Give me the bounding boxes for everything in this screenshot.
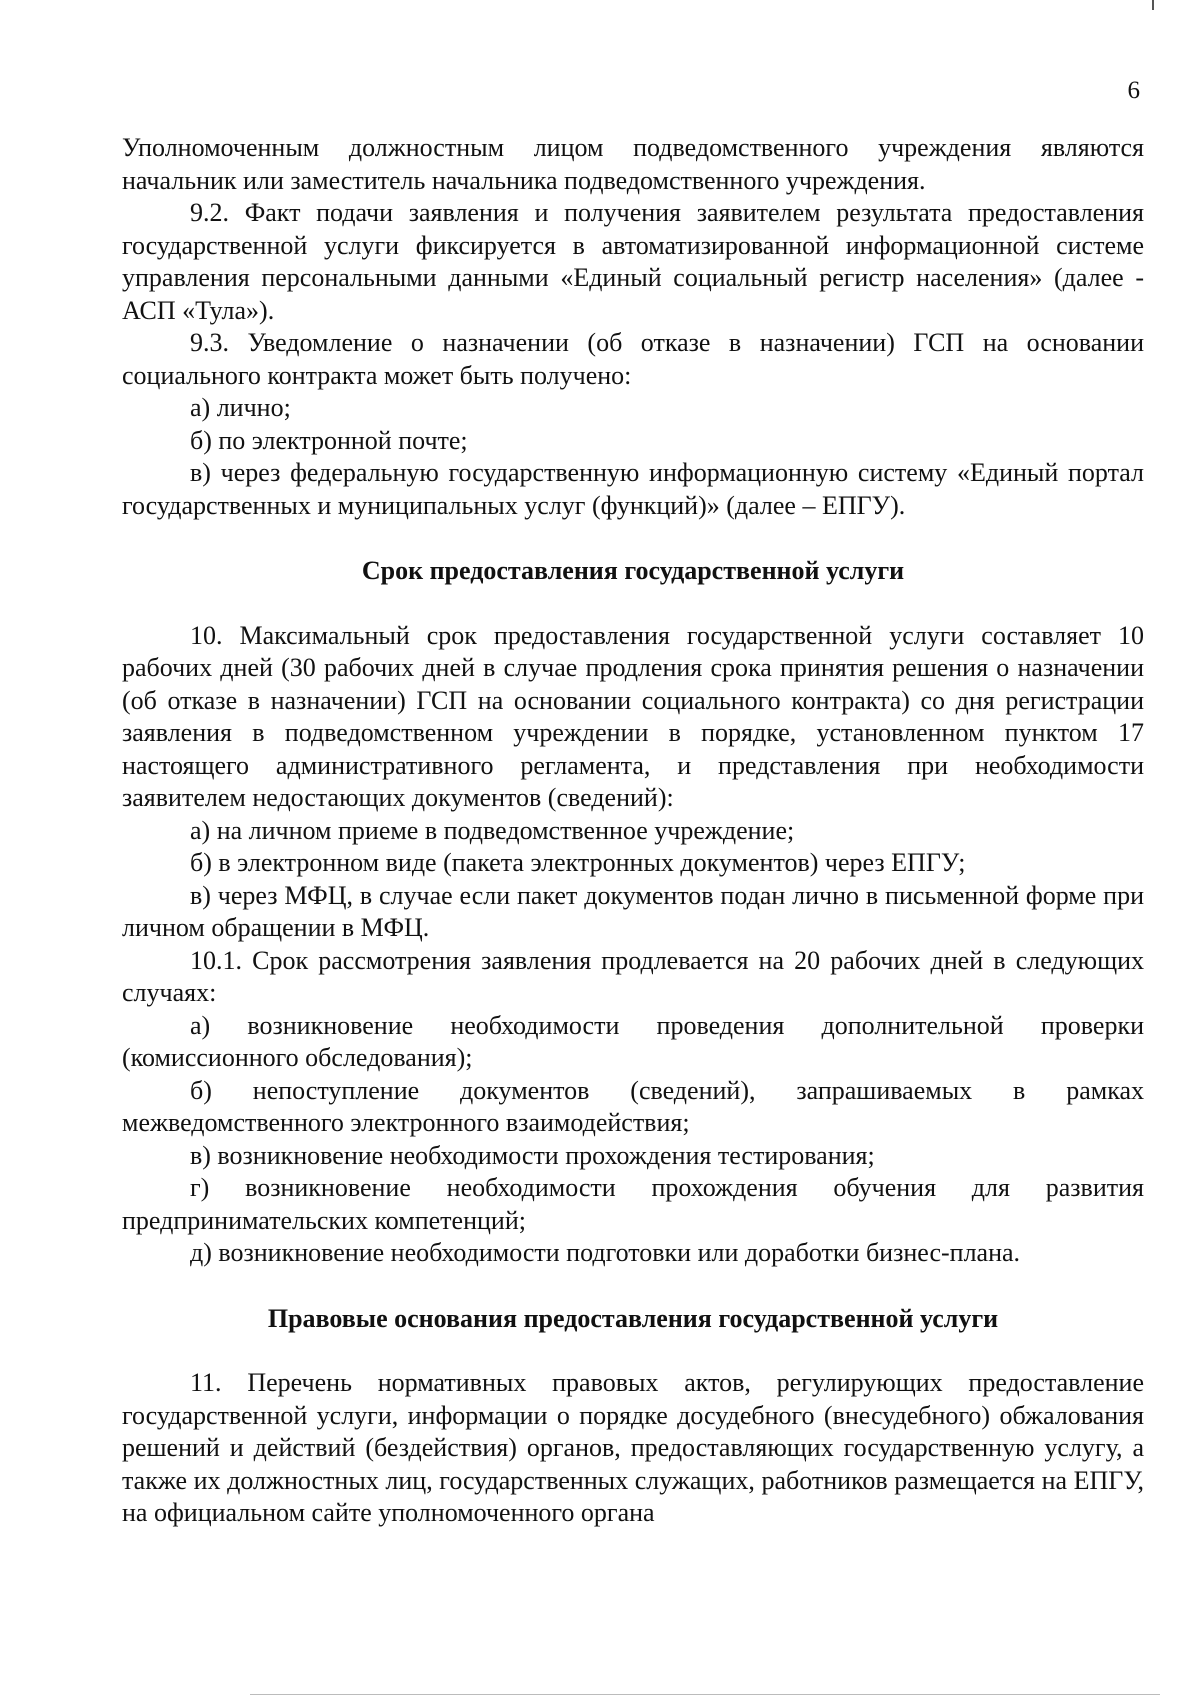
scan-bottom-edge [250, 1694, 1160, 1695]
paragraph-10: 10. Максимальный срок предоставления государственной услуги составляет 10 рабочих дней (30 рабочих дней в случае продления срока принятия решения о назначении (об отказе в назначении) ГСП на основании социального контракта) со дня регистрации заявления в подведомственном учреждении в порядке, установленном пунктом 17 настоящего административного регламента, и представления при необходимости заявителем недостающих документов (сведений): [122, 620, 1144, 812]
spacer [122, 1270, 1144, 1303]
spacer [122, 522, 1144, 555]
spacer [122, 588, 1144, 620]
heading-legal-basis: Правовые основания предоставления государственной услуги [267, 1303, 999, 1333]
page-number: 6 [1127, 77, 1140, 104]
paragraph-10-1: 10.1. Срок рассмотрения заявления продлевается на 20 рабочих дней в следующих случаях: [122, 945, 1144, 1007]
spacer [122, 1335, 1144, 1367]
list-item-documents: б) непоступление документов (сведений), запрашиваемых в рамках межведомственного электронного взаимодействия; [122, 1075, 1144, 1137]
paragraph-11: 11. Перечень нормативных правовых актов, регулирующих предоставление государственной услуги, информации о порядке досудебного (внесудебного) обжалования решений и действий (бездействия) органов, предоставляющих государственную услугу, а также их должностных лиц, государственных служащих, работников размещается на ЕПГУ, на официальном сайте уполномоченного органа [122, 1368, 1144, 1527]
list-item-reception: а) на личном приеме в подведомственное учреждение; [190, 815, 795, 845]
paragraph-9-2: 9.2. Факт подачи заявления и получения заявителем результата предоставления государственной услуги фиксируется в автоматизированной информационной системе управления персональными данными «Единый социальный регистр населения» (далее - АСП «Тула»). [122, 198, 1144, 325]
list-item-training: г) возникновение необходимости прохождения обучения для развития предпринимательских компетенций; [122, 1173, 1144, 1235]
list-item-in-person: а) лично; [190, 393, 291, 422]
list-item-testing: в) возникновение необходимости прохождения тестирования; [190, 1140, 875, 1170]
list-item-epgu: в) через федеральную государственную информационную систему «Единый портал государственных и муниципальных услуг (функций)» (далее – ЕПГУ). [122, 458, 1144, 520]
paragraph-9-3: 9.3. Уведомление о назначении (об отказе в назначении) ГСП на основании социального контракта может быть получено: [122, 328, 1144, 390]
list-item-business-plan: д) возникновение необходимости подготовки или доработки бизнес-плана. [190, 1238, 1021, 1267]
list-item-email: б) по электронной почте; [190, 425, 468, 455]
scan-edge-mark [1152, 0, 1154, 10]
heading-service-term: Срок предоставления государственной услуги [361, 556, 905, 585]
list-item-mfc: в) через МФЦ, в случае если пакет документов подан лично в письменной форме при личном обращении в МФЦ. [122, 880, 1144, 942]
list-item-electronic: б) в электронном виде (пакета электронных документов) через ЕПГУ; [190, 848, 966, 877]
paragraph-authorized-person: Уполномоченным должностным лицом подведомственного учреждения являются начальник или заместитель начальника подведомственного учреждения. [122, 133, 1144, 195]
document-body [122, 132, 1144, 1530]
list-item-inspection: а) возникновение необходимости проведения дополнительной проверки (комиссионного обследования); [122, 1010, 1144, 1072]
